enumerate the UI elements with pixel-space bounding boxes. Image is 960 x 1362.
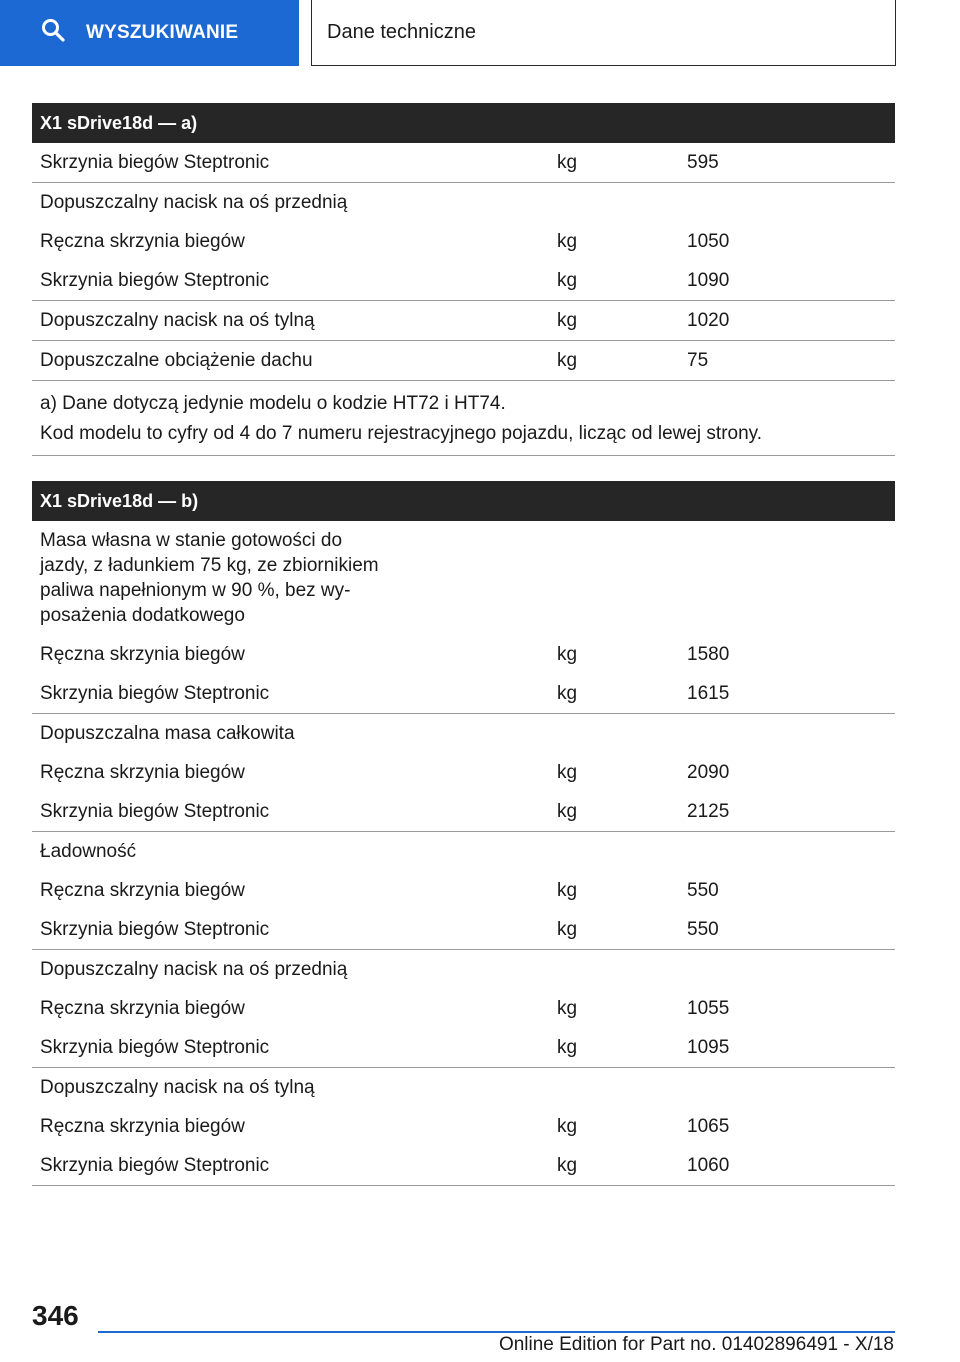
table-row [32,183,895,222]
row-label: Masa własna w stanie gotowości do jazdy, z ładunkiem 75 kg, ze zbiornikiem paliwa napełnionym w 90 %, bez wy-posażenia dodatkowego [40,530,379,626]
table-row [32,910,895,949]
table-row [32,753,895,792]
table-row [32,714,895,753]
row-unit: kg [557,1037,578,1058]
table-row [32,871,895,910]
page-number: 346 [32,1300,79,1331]
table-row [32,989,895,1028]
search-icon [40,17,66,49]
table-row [32,521,895,635]
row-label: Dopuszczalny nacisk na oś przednią [40,959,348,980]
row-unit: kg [557,270,578,291]
row-label: Skrzynia biegów Steptronic [40,1155,270,1176]
row-label: Ręczna skrzynia biegów [40,644,245,665]
footer-divider [98,1331,895,1333]
row-value: 75 [687,350,709,371]
table-row [32,792,895,831]
row-label: Ręczna skrzynia biegów [40,231,245,252]
search-label: WYSZUKIWANIE [86,22,239,43]
table-row [32,1107,895,1146]
row-unit: kg [557,801,578,822]
row-label: Skrzynia biegów Steptronic [40,1037,270,1058]
row-unit: kg [557,644,578,665]
row-unit: kg [557,880,578,901]
row-value: 2090 [687,762,730,783]
row-group [32,183,895,301]
row-label: Dopuszczalny nacisk na oś przednią [40,192,348,213]
table-row [32,1068,895,1107]
table-a-footnote [32,381,895,456]
spec-table-b [32,481,895,1186]
table-row [32,301,895,340]
table-row [32,1146,895,1185]
spec-table-a [32,103,895,456]
row-group [32,714,895,832]
row-unit: kg [557,1116,578,1137]
row-value: 1055 [687,998,730,1019]
row-value: 1095 [687,1037,730,1058]
row-unit: kg [557,998,578,1019]
row-label: Skrzynia biegów Steptronic [40,152,270,173]
row-unit: kg [557,152,578,173]
section-title-box [311,0,896,66]
row-unit: kg [557,310,578,331]
table-row [32,222,895,261]
row-group [32,1068,895,1186]
row-value: 1020 [687,310,730,331]
row-group [32,301,895,341]
row-value: 550 [687,919,719,940]
table-b-title: X1 sDrive18d — b) [32,481,895,521]
row-label: Ręczna skrzynia biegów [40,762,245,783]
table-row [32,635,895,674]
row-value: 1090 [687,270,730,291]
footnote-line: Kod modelu to cyfry od 4 do 7 numeru rejestracyjnego pojazdu, licząc od lewej strony. [40,423,763,444]
row-group [32,950,895,1068]
table-row [32,1028,895,1067]
row-label: Skrzynia biegów Steptronic [40,683,270,704]
table-row [32,950,895,989]
row-value: 1050 [687,231,730,252]
row-value: 1065 [687,1116,730,1137]
row-value: 550 [687,880,719,901]
search-button[interactable] [0,0,299,66]
row-group [32,521,895,714]
row-group [32,341,895,381]
row-unit: kg [557,683,578,704]
row-label: Dopuszczalna masa całkowita [40,723,295,744]
row-value: 2125 [687,801,730,822]
row-unit: kg [557,919,578,940]
section-title: Dane techniczne [327,21,476,43]
row-unit: kg [557,231,578,252]
table-row [32,832,895,871]
row-value: 1580 [687,644,730,665]
row-unit: kg [557,350,578,371]
table-row [32,143,895,182]
table-row [32,261,895,300]
row-label: Ręczna skrzynia biegów [40,998,245,1019]
row-unit: kg [557,762,578,783]
row-unit: kg [557,1155,578,1176]
row-label: Dopuszczalny nacisk na oś tylną [40,1077,315,1098]
table-row [32,674,895,713]
row-label: Skrzynia biegów Steptronic [40,919,270,940]
row-label: Skrzynia biegów Steptronic [40,270,270,291]
footnote-line: a) Dane dotyczą jedynie modelu o kodzie HT72 i HT74. [40,393,506,414]
edition-text: Online Edition for Part no. 01402896491 - X/18 [498,1334,894,1355]
row-label: Dopuszczalny nacisk na oś tylną [40,310,315,331]
row-label: Skrzynia biegów Steptronic [40,801,270,822]
row-label: Ładowność [40,841,137,862]
row-label: Ręczna skrzynia biegów [40,1116,245,1137]
row-group [32,832,895,950]
table-a-title: X1 sDrive18d — a) [32,103,895,143]
row-value: 1060 [687,1155,730,1176]
row-value: 1615 [687,683,730,704]
row-value: 595 [687,152,719,173]
row-label: Dopuszczalne obciążenie dachu [40,350,313,371]
row-group [32,143,895,183]
table-row [32,341,895,380]
row-label: Ręczna skrzynia biegów [40,880,245,901]
